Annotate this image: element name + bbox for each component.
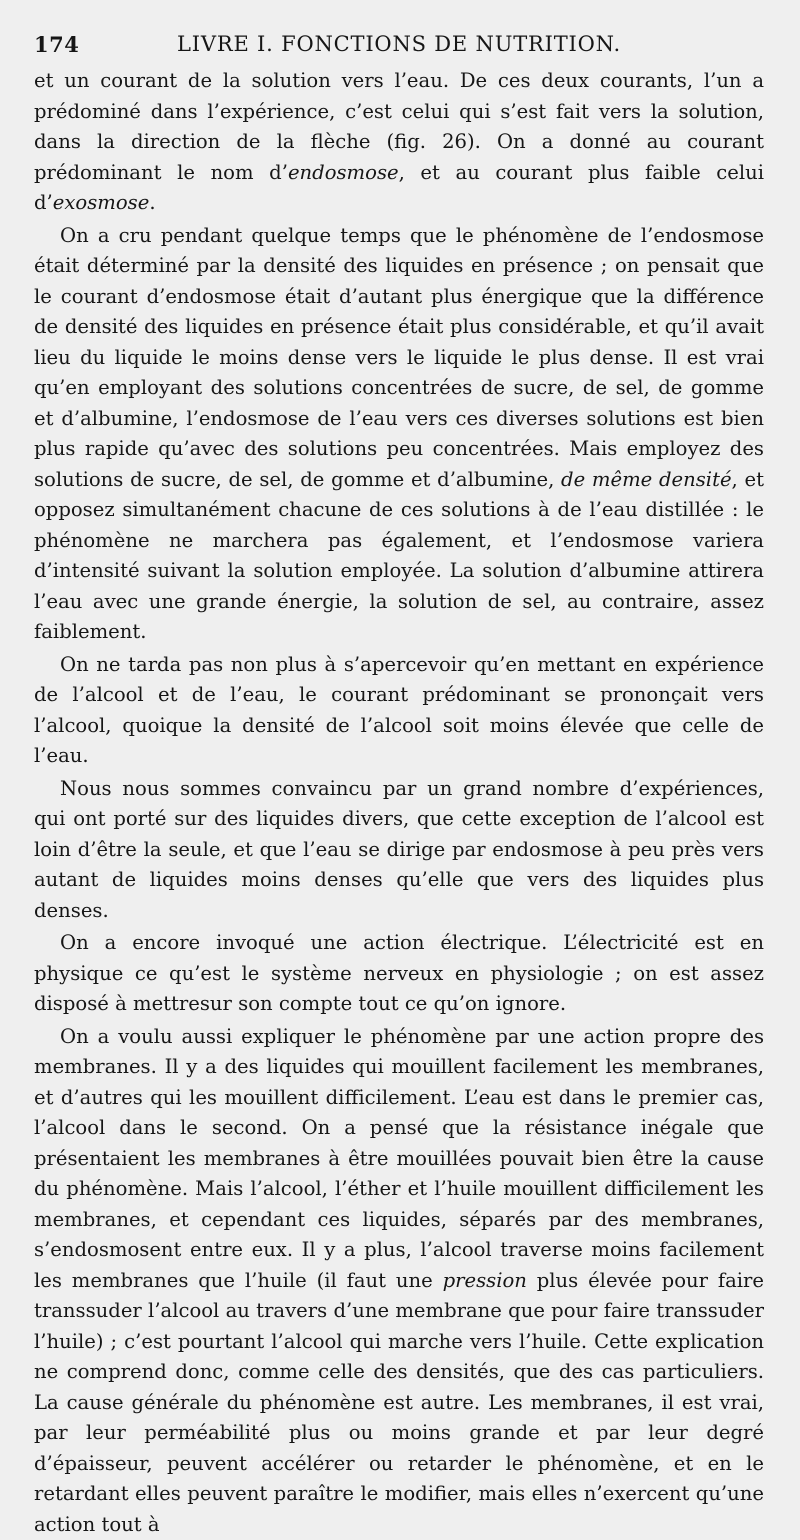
text-run: On ne tarda pas non plus à s’apercevoir qu’en mettant en expérience de l’alcool et de l’eau, le courant prédominant se prononçait vers l’alcool, quoique la densité de l’alcool soit moins élevée que celle de l’eau.: [34, 653, 764, 768]
paragraph: [34, 928, 764, 1020]
body-text: [34, 66, 764, 1540]
text-run: On a encore invoqué une action électrique. L’électricité est en physique ce qu’est le système nerveux en physiologie ; on est assez disposé à mettresur son compte tout ce qu’on ignore.: [34, 931, 764, 1015]
paragraph: [34, 221, 764, 648]
text-run: , et opposez simultanément chacune de ces solutions à de l’eau distillée : le phénomène ne marchera pas également, et l’endosmose variera d’intensité suivant la solution employée. La solution d’albumine attirera l’eau avec une grande énergie, la solution de sel, au contraire, assez faiblement.: [34, 468, 764, 644]
text-run: On a voulu aussi expliquer le phénomène par une action propre des membranes. Il y a des liquides qui mouillent facilement les membranes, et d’autres qui les mouillent difficilement. L’eau est dans le premier cas, l’alcool dans le second. On a pensé que la résistance inégale que présentaient les membranes à être mouillées pouvait bien être la cause du phénomène. Mais l’alcool, l’éther et l’huile mouillent difficilement les membranes, et cependant ces liquides, séparés par des membranes, s’endosmosent entre eux. Il y a plus, l’alcool traverse moins facilement les membranes que l’huile (il faut une: [34, 1025, 764, 1292]
text-run: Nous nous sommes convaincu par un grand nombre d’expériences, qui ont porté sur des liquides divers, que cette exception de l’alcool est loin d’être la seule, et que l’eau se dirige par endosmose à peu près vers autant de liquides moins denses qu’elle que vers des liquides plus denses.: [34, 777, 764, 922]
italic-term: pression: [443, 1269, 527, 1292]
page-header: [34, 28, 764, 64]
running-head: LIVRE I. FONCTIONS DE NUTRITION.: [34, 32, 764, 56]
text-run: , et au courant plus faible celui d’: [34, 161, 764, 215]
paragraph: [34, 66, 764, 219]
paragraph: [34, 650, 764, 772]
page-number: 174: [34, 32, 79, 57]
italic-term: endosmose: [288, 161, 399, 184]
text-run: et un courant de la solution vers l’eau. De ces deux courants, l’un a prédominé dans l’expérience, c’est celui qui s’est fait vers la solution, dans la direction de la flèche (fig. 26). On a donné au courant prédominant le nom d’: [34, 69, 764, 184]
paragraph: [34, 1022, 764, 1540]
italic-term: exosmose: [53, 191, 150, 214]
text-run: On a cru pendant quelque temps que le phénomène de l’endosmose était déterminé par la densité des liquides en présence ; on pensait que le courant d’endosmose était d’autant plus énergique que la différence de densité des liquides en présence était plus considérable, et qu’il avait lieu du liquide le moins dense vers le liquide le plus dense. Il est vrai qu’en employant des solutions concentrées de sucre, de sel, de gomme et d’albumine, l’endosmose de l’eau vers ces diverses solutions est bien plus rapide qu’avec des solutions peu concentrées. Mais employez des solutions de sucre, de sel, de gomme et d’albumine,: [34, 224, 764, 491]
text-run: .: [149, 191, 155, 214]
paragraph: [34, 774, 764, 927]
italic-term: de même densité: [561, 468, 732, 491]
text-run: plus élevée pour faire transsuder l’alcool au travers d’une membrane que pour faire transsuder l’huile) ; c’est pourtant l’alcool qui marche vers l’huile. Cette explication ne comprend donc, comme celle des densités, que des cas particuliers. La cause générale du phénomène est autre. Les membranes, il est vrai, par leur perméabilité plus ou moins grande et par leur degré d’épaisseur, peuvent accélérer ou retarder le phénomène, et en le retardant elles peuvent paraître le modifier, mais elles n’exercent qu’une action tout à: [34, 1269, 764, 1536]
